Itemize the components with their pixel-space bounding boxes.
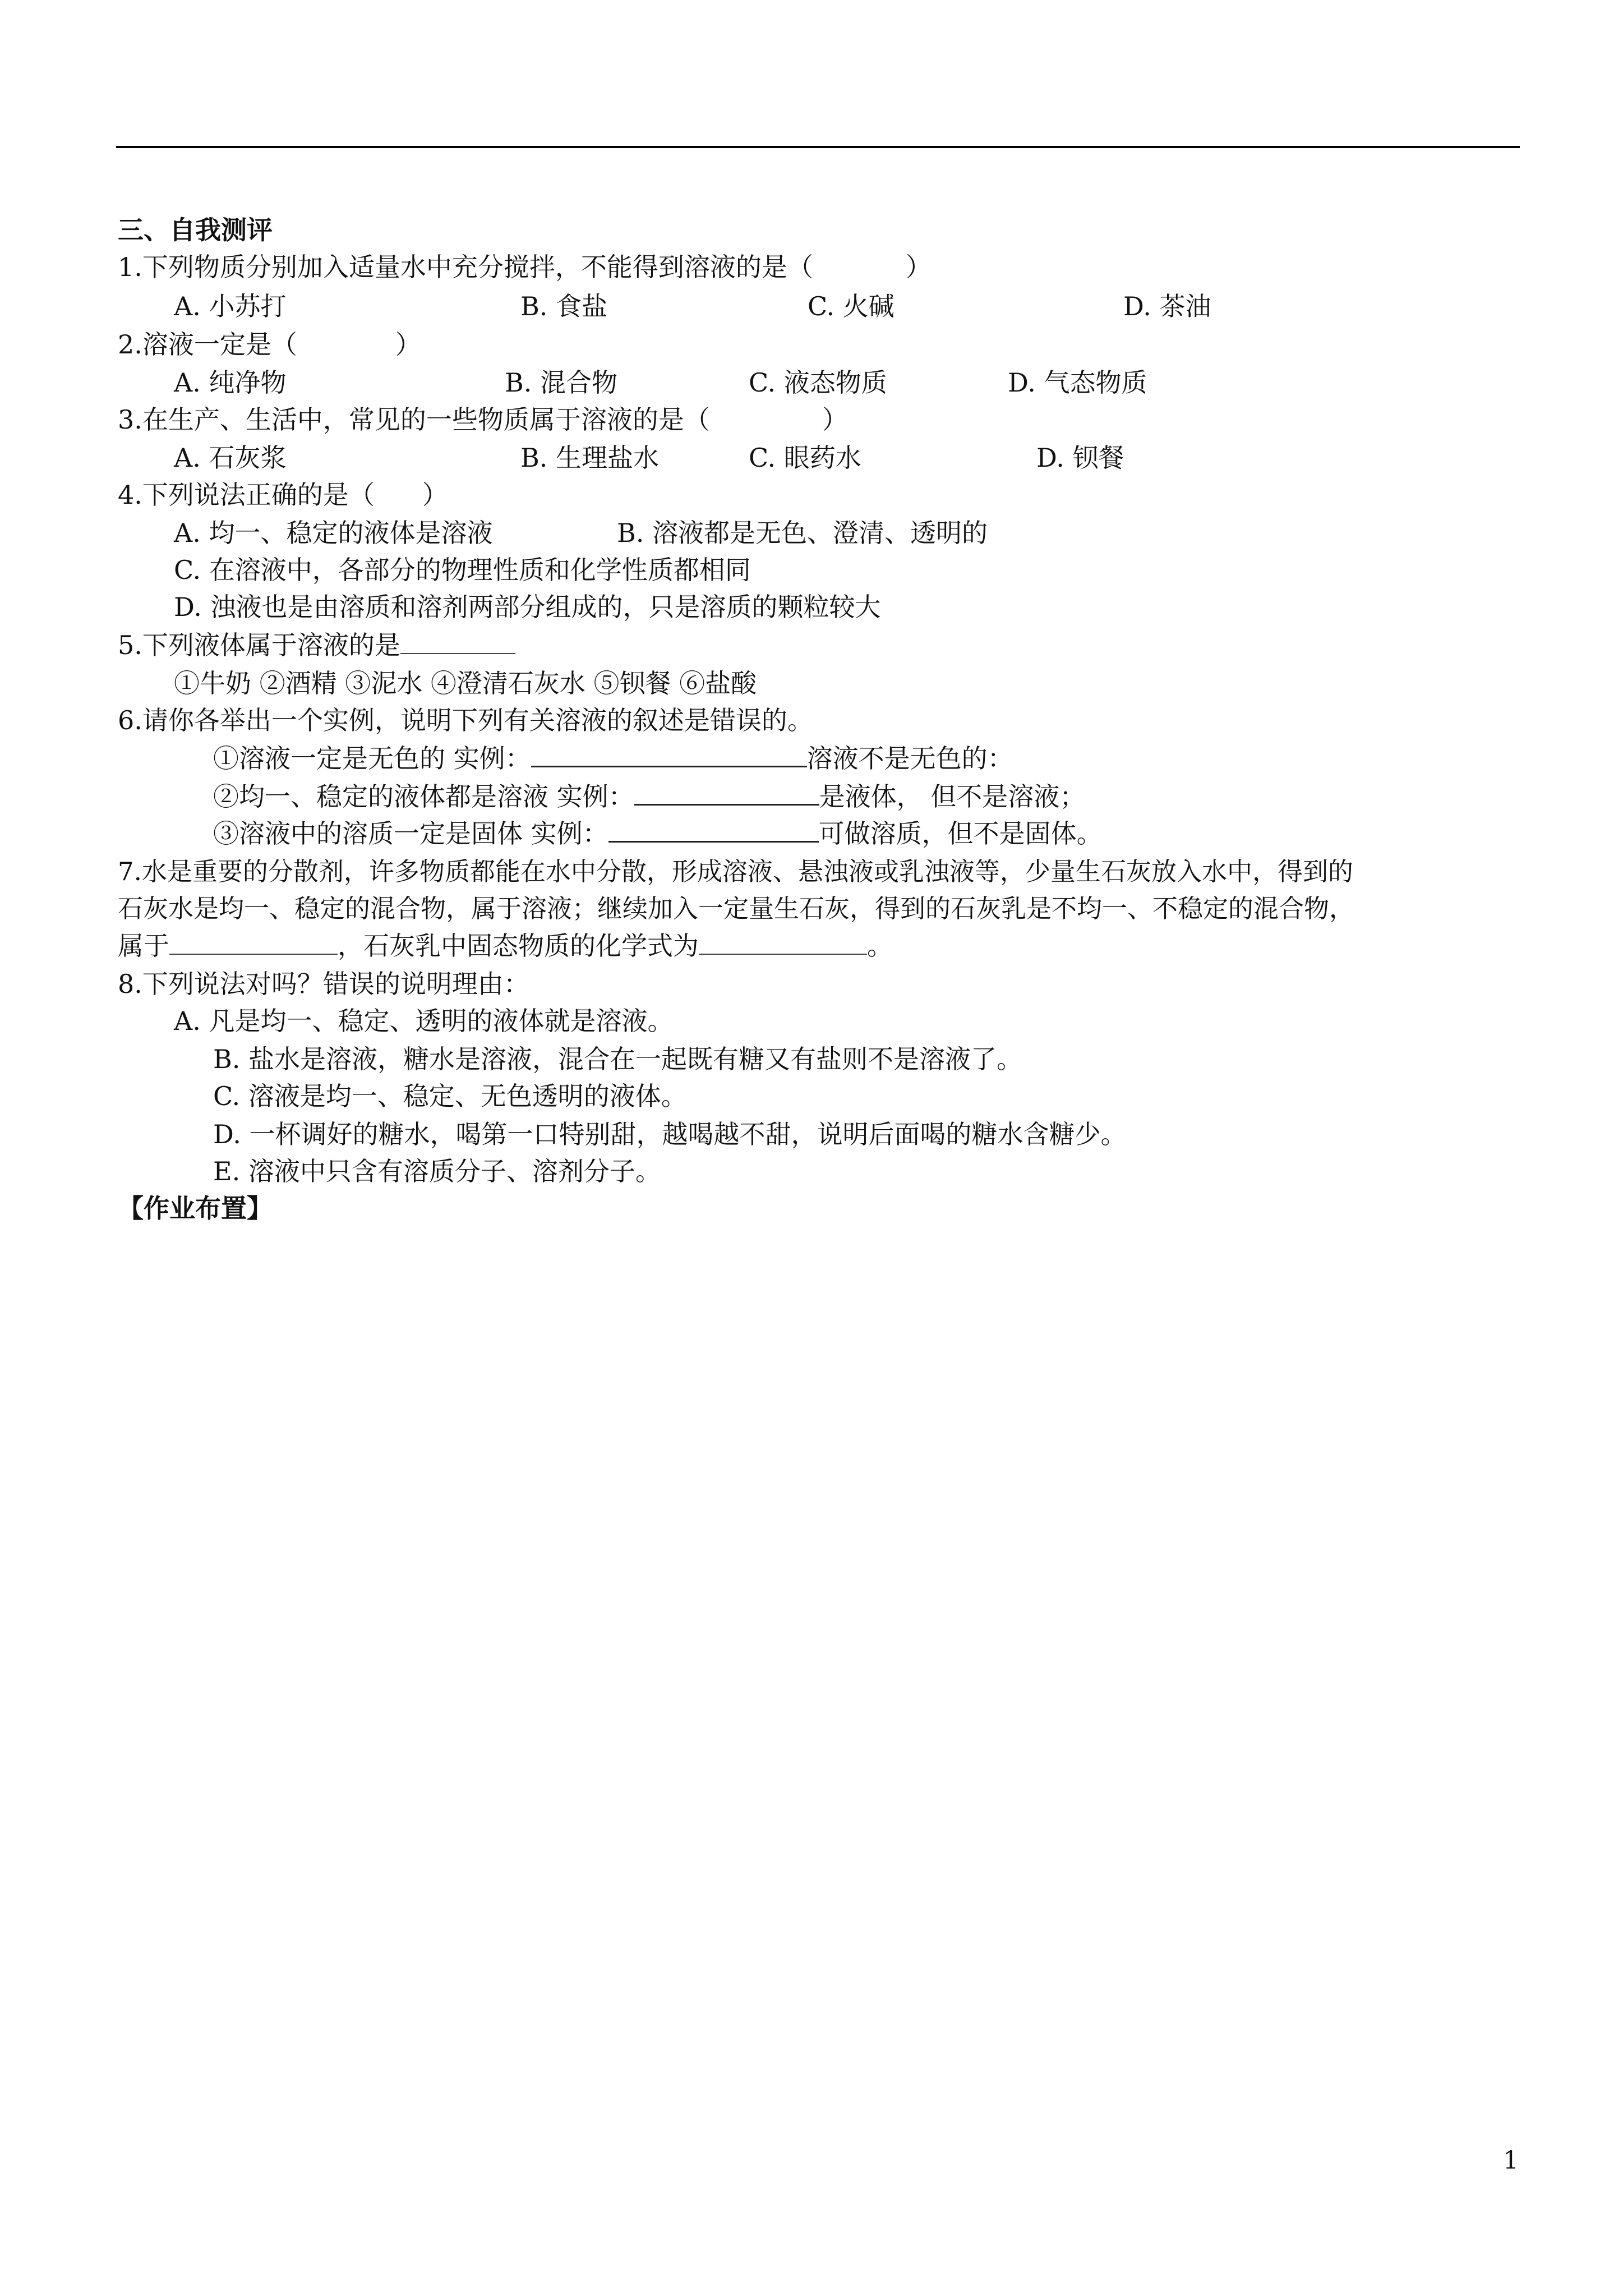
question-1-option-d: D. 茶油	[1123, 291, 1211, 321]
question-5-items: ①牛奶 ②酒精 ③泥水 ④澄清石灰水 ⑤钡餐 ⑥盐酸	[174, 668, 757, 698]
answer-blank[interactable]	[634, 780, 819, 806]
question-6-row-3: ③溶液中的溶质一定是固体 实例： 可做溶质，但不是固体。	[213, 818, 1103, 849]
question-6-row-2: ②均一、稳定的液体都是溶液 实例： 是液体， 但不是溶液；	[213, 781, 1086, 812]
question-4-option-b: B. 溶液都是无色、澄清、透明的	[617, 518, 988, 548]
question-1-option-c: C. 火碱	[808, 291, 895, 321]
question-3-option-c: C. 眼药水	[749, 443, 861, 473]
question-3-option-a: A. 石灰浆	[174, 443, 287, 473]
question-5-stem: 5.下列液体属于溶液的是	[118, 628, 515, 662]
question-4-option-d: D. 浊液也是由溶质和溶剂两部分组成的，只是溶质的颗粒较大	[174, 592, 881, 622]
question-1-option-a: A. 小苏打	[174, 291, 287, 321]
question-8-item-d: D. 一杯调好的糖水，喝第一口特别甜，越喝越不甜，说明后面喝的糖水含糖少。	[213, 1119, 1127, 1149]
question-1-stem: 1.下列物质分别加入适量水中充分搅拌，不能得到溶液的是（ ）	[118, 252, 932, 282]
answer-blank[interactable]	[169, 930, 338, 955]
answer-blank[interactable]	[608, 817, 819, 843]
section-title: 三、自我测评	[118, 215, 273, 245]
answer-blank[interactable]	[400, 629, 515, 654]
question-8-item-e: E. 溶液中只含有溶质分子、溶剂分子。	[213, 1156, 661, 1186]
question-7-line-2: 石灰水是均一、稳定的混合物，属于溶液；继续加入一定量生石灰，得到的石灰乳是不均一、不稳定的混合物，	[118, 894, 1355, 923]
question-4-option-a: A. 均一、稳定的液体是溶液	[174, 518, 493, 548]
question-8-item-b: B. 盐水是溶液，糖水是溶液，混合在一起既有糖又有盐则不是溶液了。	[213, 1044, 1023, 1074]
question-2-option-a: A. 纯净物	[174, 367, 287, 398]
question-8-stem: 8.下列说法对吗？错误的说明理由：	[118, 969, 529, 999]
question-4-option-c: C. 在溶液中，各部分的物理性质和化学性质都相同	[174, 555, 751, 585]
question-1-option-b: B. 食盐	[520, 291, 608, 321]
question-7-line-1: 7.水是重要的分散剂，许多物质都能在水中分散，形成溶液、悬浊液或乳浊液等，少量生石灰放入水中，得到的	[118, 857, 1353, 886]
homework-heading: 【作业布置】	[118, 1193, 273, 1223]
question-6-row-1: ①溶液一定是无色的 实例： 溶液不是无色的：	[213, 743, 1013, 774]
question-3-stem: 3.在生产、生活中，常见的一些物质属于溶液的是（ ）	[118, 404, 848, 435]
question-3-option-b: B. 生理盐水	[520, 443, 660, 473]
header-rule	[116, 146, 1520, 148]
question-2-option-d: D. 气态物质	[1008, 367, 1147, 398]
question-6-stem: 6.请你各举出一个实例，说明下列有关溶液的叙述是错误的。	[118, 705, 813, 735]
answer-blank[interactable]	[531, 742, 807, 767]
question-3-option-d: D. 钡餐	[1036, 443, 1124, 473]
question-2-stem: 2.溶液一定是（ ）	[118, 329, 421, 360]
question-2-option-b: B. 混合物	[505, 367, 618, 398]
question-4-stem: 4.下列说法正确的是（ ）	[118, 480, 448, 510]
question-8-item-c: C. 溶液是均一、稳定、无色透明的液体。	[213, 1081, 687, 1111]
question-7-line-3: 属于 ，石灰乳中固态物质的化学式为 。	[118, 931, 893, 961]
question-2-option-c: C. 液态物质	[749, 367, 887, 398]
answer-blank[interactable]	[699, 930, 867, 955]
question-8-item-a: A. 凡是均一、稳定、透明的液体就是溶液。	[174, 1006, 674, 1036]
page-number: 1	[1503, 2146, 1519, 2175]
